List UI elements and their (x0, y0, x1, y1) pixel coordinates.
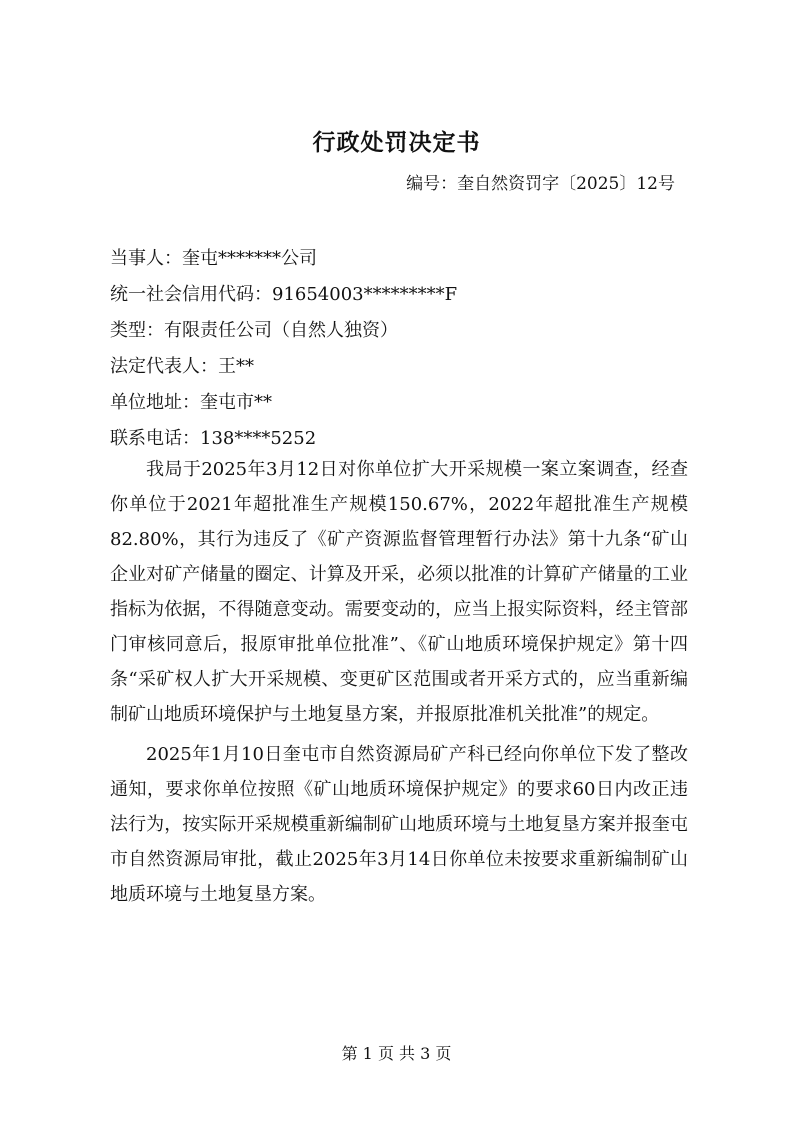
credit-code: 统一社会信用代码：91654003*********F (110, 284, 458, 305)
document-title: 行政处罚决定书 (312, 129, 481, 156)
paragraph-investigation: 我局于2025年3月12日对你单位扩大开采规模一案立案调查，经查你单位于2021年超批准生产规模150.67%，2022年超批准生产规模82.80%，其行为违反了《矿产资源监督管理暂行办法》第十九条“矿山企业对矿产储量的圈定、计算及开采，必须以批准的计算矿产储量的工业指标为依据，不得随意变动。需要变动的，应当上报实际资料，经主管部门审核同意后，报原审批单位批准”、《矿山地质环境保护规定》第十四条“采矿权人扩大开采规模、变更矿区范围或者开采方式的，应当重新编制矿山地质环境保护与土地复垦方案，并报原批准机关批准”的规定。 (110, 459, 688, 725)
paragraph-rectification: 2025年1月10日奎屯市自然资源局矿产科已经向你单位下发了整改通知，要求你单位按照《矿山地质环境保护规定》的要求60日内改正违法行为，按实际开采规模重新编制矿山地质环境与土地复垦方案并报奎屯市自然资源局审批，截止2025年3月14日你单位未按要求重新编制矿山地质环境与土地复垦方案。 (110, 744, 688, 905)
party-name: 当事人：奎屯*******公司 (110, 248, 317, 269)
company-type: 类型：有限责任公司（自然人独资） (110, 320, 398, 341)
legal-representative: 法定代表人：王** (110, 356, 254, 377)
party-info (110, 241, 690, 457)
company-address: 单位地址：奎屯市** (110, 392, 272, 413)
contact-phone: 联系电话：138****5252 (110, 428, 317, 449)
page-number: 第 1 页 共 3 页 (341, 1044, 452, 1063)
document-number: 编号：奎自然资罚字〔2025〕12号 (406, 174, 675, 194)
decision-body (110, 452, 688, 912)
